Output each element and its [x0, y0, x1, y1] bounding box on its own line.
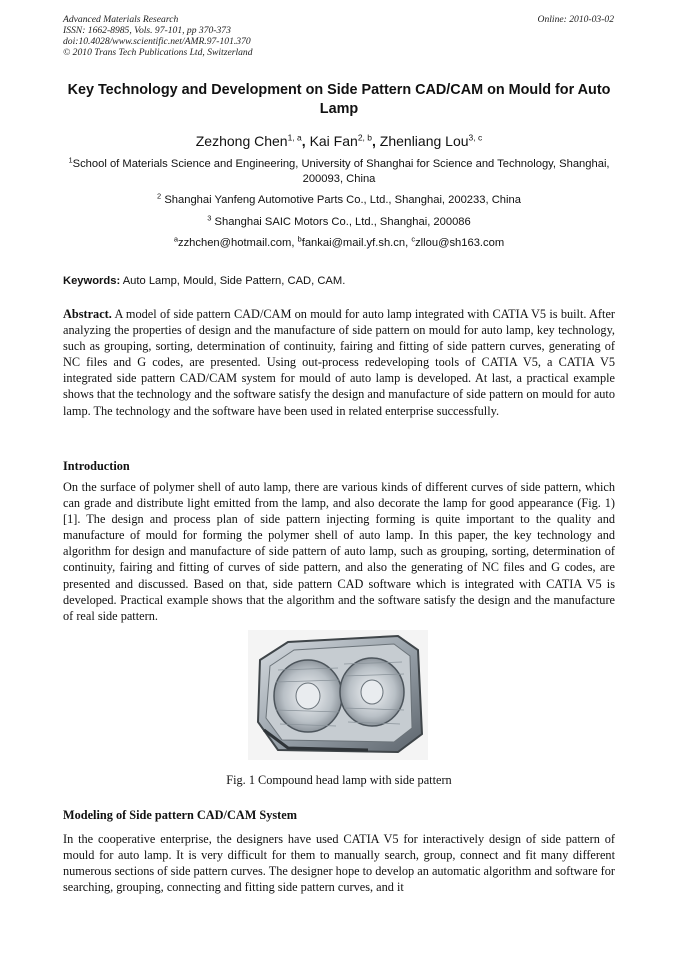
affiliation-3: [54, 215, 624, 230]
email-superscript: a: [173, 234, 178, 244]
author-separator: ,: [301, 133, 306, 149]
online-date: Online: 2010-03-02: [537, 14, 614, 25]
author-list: [40, 132, 638, 150]
affiliation-superscript: 1: [68, 155, 73, 165]
journal-name: Advanced Materials Research: [63, 14, 179, 25]
keywords-text: Auto Lamp, Mould, Side Pattern, CAD, CAM.: [122, 275, 346, 287]
email-line: [54, 236, 624, 251]
introduction-text: On the surface of polymer shell of auto lamp, there are various kinds of different curves of side pattern, which can grade and distribute light emitted from the lamp, and also decorate the lamp for good appearance (Fig. 1) [1]. The design and process plan of side pattern injecting forming is quite important to the quality and manufacture of mould for forming the polymer shell of auto lamp. In this paper, the key technology and algorithm for design and manufacture of side pattern of auto lamp, such as grouping, sorting, determination of continuity, fairing and fitting of curves of side pattern, and also the generating of NC files and G codes, are presented and discussed. Based on that, side pattern CAD software which is integrated with CATIA V5 is developed. Practical example shows that the algorithm and the software satisfy the design and the manufacture of real side pattern.: [63, 480, 615, 623]
author-name: Kai Fan: [309, 133, 358, 149]
figure-caption: Fig. 1 Compound head lamp with side pattern: [226, 773, 452, 787]
journal-doi[interactable]: doi:10.4028/www.scientific.net/AMR.97-101.370: [63, 36, 251, 47]
affiliation-1: [54, 157, 624, 186]
modeling-text: In the cooperative enterprise, the designers have used CATIA V5 for interactively design of side pattern of mould for auto lamp. It is very difficult for them to manually search, group, connect and fit many different numerous sections of side pattern curves. The designer hope to develop an automatic algorithm and software for searching, grouping, connecting and fitting side pattern curves, and it: [63, 832, 615, 895]
email-address[interactable]: zzhchen@hotmail.com: [177, 237, 292, 249]
email-address[interactable]: fankai@mail.yf.sh.cn: [301, 237, 406, 249]
author-superscript: 2, b: [357, 132, 372, 143]
affiliation-text: School of Materials Science and Engineering, University of Shanghai for Science and Technology, Shanghai, 200093, China: [72, 158, 610, 185]
journal-header: [63, 14, 253, 58]
paper-title: Key Technology and Development on Side Pattern CAD/CAM on Mould for Auto Lamp: [67, 82, 611, 117]
affiliation-superscript: 3: [207, 213, 212, 223]
author-name: Zezhong Chen: [195, 133, 288, 149]
keywords: [63, 274, 615, 288]
email-superscript: b: [297, 234, 302, 244]
author-superscript: 1, a: [287, 132, 302, 143]
head-lamp-photo: [248, 630, 428, 760]
email-address[interactable]: zllou@sh163.com: [415, 237, 505, 249]
introduction-heading: Introduction: [63, 459, 130, 473]
author-separator: ,: [372, 133, 376, 149]
abstract-label: Abstract.: [63, 307, 112, 321]
author-superscript: 3, c: [468, 132, 483, 143]
head-lamp-illustration: [248, 630, 428, 760]
abstract-text: A model of side pattern CAD/CAM on mould for auto lamp integrated with CATIA V5 is built. After analyzing the properties of design and the manufacture of side pattern on mould for auto lamp, key technology, such as grouping, sorting, determination of continuity, fairing and fitting of side pattern curves, generating of NC files and G codes, are presented. Using out-process redeveloping tools of CATIA V5, a CATIA V5 integrated side pattern CAD/CAM system for mould of auto lamp is developed. At last, a practical example shows that the technology and the software satisfy the design and manufacture of side pattern on mould for auto lamp. The technology and the software have been used in related enterprise successfully.: [63, 307, 615, 418]
email-superscript: c: [411, 234, 416, 244]
journal-issn: ISSN: 1662-8985, Vols. 97-101, pp 370-373: [63, 25, 231, 36]
modeling-heading: Modeling of Side pattern CAD/CAM System: [63, 808, 297, 822]
author-name: Zhenliang Lou: [379, 133, 469, 149]
email-separator: ,: [291, 237, 298, 249]
journal-copyright: © 2010 Trans Tech Publications Ltd, Switzerland: [63, 47, 253, 58]
affiliation-superscript: 2: [157, 191, 162, 201]
affiliation-text: Shanghai Yanfeng Automotive Parts Co., Ltd., Shanghai, 200233, China: [164, 194, 521, 206]
keywords-label: Keywords:: [63, 275, 121, 287]
affiliation-2: [54, 193, 624, 208]
abstract: [63, 306, 615, 419]
affiliation-text: Shanghai SAIC Motors Co., Ltd., Shanghai, 200086: [214, 216, 471, 228]
email-separator: ,: [405, 237, 412, 249]
